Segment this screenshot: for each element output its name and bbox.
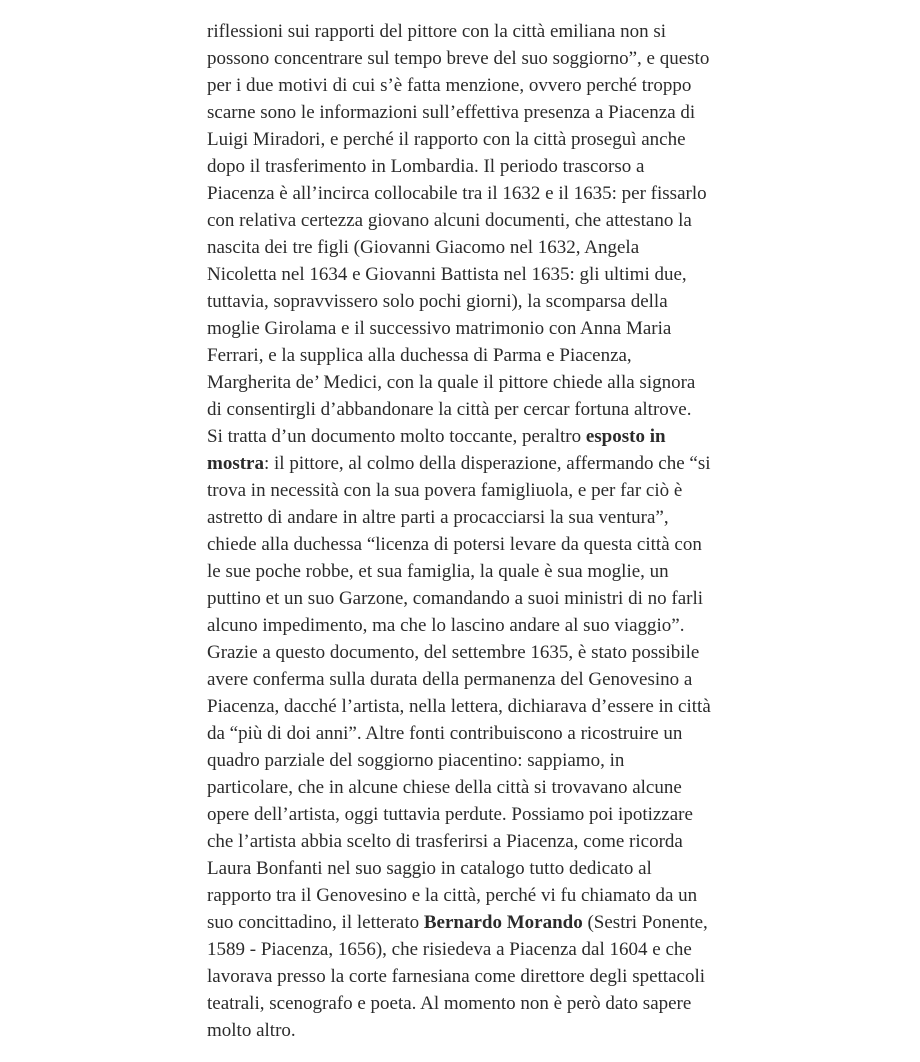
bold-phrase-esposto-in-mostra: esposto in mostra (207, 426, 666, 474)
paragraph-text-segment: : il pittore, al colmo della disperazione, affermando che “si trova in necessità con la sua povera famigliuola, e per far ciò è astretto di andare in altre parti a procacciarsi la sua ventura”, chiede alla duchessa “licenza di potersi levare da questa città con le sue poche robbe, et sua famiglia, la quale è sua moglie, un puttino et un suo Garzone, comandando a suoi ministri di no farli alcuno impedimento, ma che lo lascino andare al suo viaggio”. Grazie a questo documento, del settembre 1635, è stato possibile avere conferma sulla durata della permanenza del Genovesino a Piacenza, dacché l’artista, nella lettera, dichiarava d’essere in città da “più di doi anni”. Altre fonti contribuiscono a ricostruire un quadro parziale del soggiorno piacentino: sappiamo, in particolare, che in alcune chiese della città si trovavano alcune opere dell’artista, oggi tuttavia perdute. Possiamo poi ipotizzare che l’artista abbia scelto di trasferirsi a Piacenza, come ricorda Laura Bonfanti nel suo saggio in catalogo tutto dedicato al rapporto tra il Genovesino e la città, perché vi fu chiamato da un suo concittadino, il letterato (207, 453, 711, 933)
article-paragraph (207, 18, 712, 1044)
paragraph-text-segment: (Sestri Ponente, 1589 - Piacenza, 1656), che risiedeva a Piacenza dal 1604 e che lavorava presso la corte farnesiana come direttore degli spettacoli teatrali, scenografo e poeta. Al momento non è però dato sapere molto altro. (207, 912, 708, 1041)
bold-phrase-bernardo-morando: Bernardo Morando (423, 912, 583, 933)
paragraph-text-segment: riflessioni sui rapporti del pittore con la città emiliana non si possono concentrare sul tempo breve del suo soggiorno”, e questo per i due motivi di cui s’è fatta menzione, ovvero perché troppo scarne sono le informazioni sull’effettiva presenza a Piacenza di Luigi Miradori, e perché il rapporto con la città proseguì anche dopo il trasferimento in Lombardia. Il periodo trascorso a Piacenza è all’incirca collocabile tra il 1632 e il 1635: per fissarlo con relativa certezza giovano alcuni documenti, che attestano la nascita dei tre figli (Giovanni Giacomo nel 1632, Angela Nicoletta nel 1634 e Giovanni Battista nel 1635: gli ultimi due, tuttavia, sopravvissero solo pochi giorni), la scomparsa della moglie Girolama e il successivo matrimonio con Anna Maria Ferrari, e la supplica alla duchessa di Parma e Piacenza, Margherita de’ Medici, con la quale il pittore chiede alla signora di consentirgli d’abbandonare la città per cercar fortuna altrove. Si tratta d’un documento molto toccante, peraltro (207, 21, 710, 447)
article-column (207, 18, 712, 1044)
